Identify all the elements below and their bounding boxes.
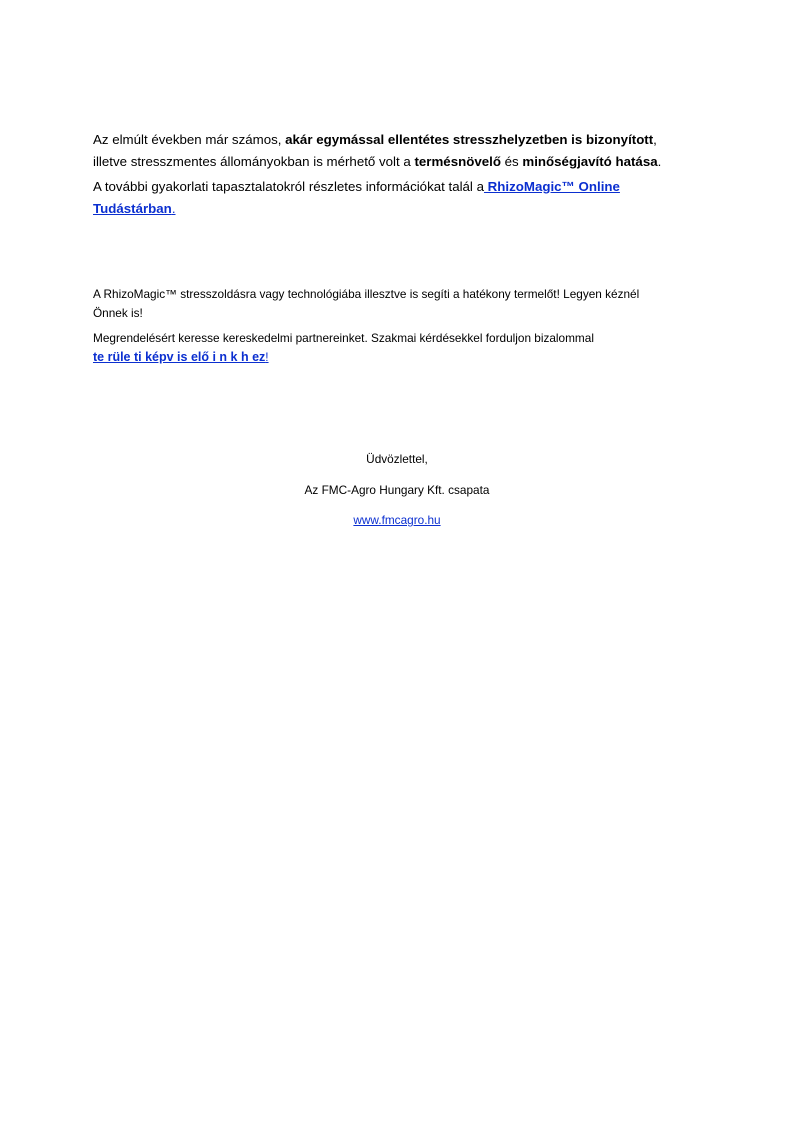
order-end: ! bbox=[265, 349, 269, 364]
order-paragraph bbox=[93, 329, 673, 366]
representatives-link[interactable]: te rüle ti képv is elő i n k h ez bbox=[93, 349, 266, 364]
team-signature: Az FMC-Agro Hungary Kft. csapata bbox=[304, 483, 490, 497]
order-section bbox=[93, 329, 673, 366]
intro-text-1: Az elmúlt években már számos, bbox=[93, 132, 286, 147]
intro-text-3: és bbox=[500, 153, 523, 169]
greeting: Üdvözlettel, bbox=[366, 452, 428, 466]
intro-bold-3: minőségjavító hatása bbox=[522, 153, 658, 169]
stress-section bbox=[93, 285, 653, 322]
intro-paragraph bbox=[93, 129, 693, 172]
website-row bbox=[0, 513, 794, 527]
intro-text-4: . bbox=[657, 153, 662, 169]
knowledge-end: . bbox=[171, 200, 176, 216]
website-link[interactable]: www.fmcagro.hu bbox=[353, 513, 441, 527]
intro-bold-1: akár egymással ellentétes stresszhelyzetben is bizonyított bbox=[285, 132, 654, 147]
intro-text-2: , illetve stresszmentes állományokban is mérhető volt a bbox=[93, 132, 657, 169]
intro-section bbox=[93, 129, 693, 219]
stress-paragraph: A RhizoMagic™ stresszoldásra vagy technológiába illesztve is segíti a hatékony termelőt! Legyen kéznél Önnek is! bbox=[93, 287, 640, 320]
knowledge-base-link[interactable]: RhizoMagic™ Online Tudástárban bbox=[93, 179, 620, 216]
intro-bold-2: termésnövelő bbox=[414, 153, 501, 169]
knowledge-text: A további gyakorlati tapasztalatokról részletes információkat talál a bbox=[93, 179, 484, 194]
order-text: Megrendelésért keresse kereskedelmi partnereinket. Szakmai kérdésekkel forduljon bizalommal bbox=[93, 331, 594, 345]
knowledge-paragraph bbox=[93, 176, 693, 219]
